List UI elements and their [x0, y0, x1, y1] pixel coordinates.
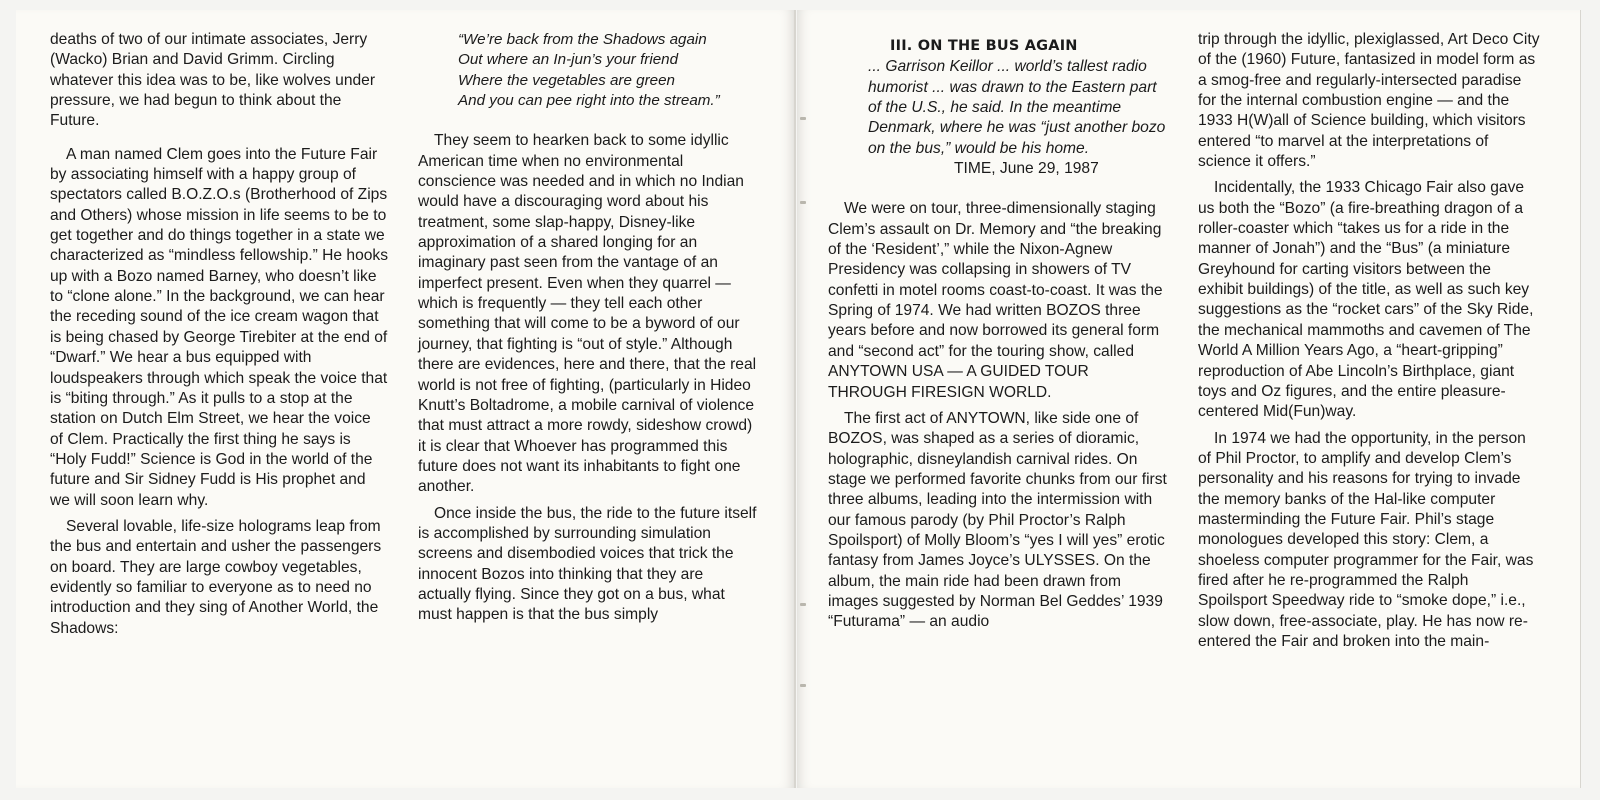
left-page-column-1 [50, 30, 388, 639]
binding-staple-mark [800, 684, 806, 687]
epigraph-quote: ... Garrison Keillor ... world’s tallest radio humorist ... was drawn to the Eastern part of the U.S., he said. In the meantime Denmark, where he was “just another bozo on the bus,” would be his home. [868, 58, 1166, 157]
paragraph: Incidentally, the 1933 Chicago Fair also gave us both the “Bozo” (a fire-breathing dragon of a roller-coaster which “takes us for a ride in the manner of Jonah”) and the “Bus” (a miniature Greyhound for carting visitors between the exhibit buildings) of the title, as well as such key suggestions as the “rocket cars” of the Sky Ride, the mechanical mammoths and cavemen of The World A Million Years Ago, a “heart-gripping” reproduction of Abe Lincoln’s Birthplace, giant toys and Oz figures, and the entire pleasure-centered Mid(Fun)way. [1198, 179, 1534, 421]
binding-staple-mark [800, 603, 806, 606]
paragraph: A man named Clem goes into the Future Fair by associating himself with a happy group of spectators called B.O.Z.O.s (Brotherhood of Zips and Others) whose mission in life seems to be to get together and do things together in a state we characterized as “mindless fellowship.” He hooks up with a Bozo named Barney, who doesn’t like to “clone alone.” In the background, we can hear the receding sound of the ice cream wagon that is being chased by George Tirebiter at the end of “Dwarf.” We hear a bus equipped with loudspeakers through which speak the voice that is “biting through.” As it pulls to a stop at the station on Dutch Elm Street, we hear the voice of Clem. Practically the first thing he says is “Holy Fudd!” Science is God in the world of the future and Sir Sidney Fudd is His prophet and we will soon learn why. [50, 145, 389, 509]
paragraph: deaths of two of our intimate associates, Jerry (Wacko) Brian and David Grimm. Circling whatever this idea was to be, like wolves under pressure, we had begun to think about the Future. [50, 31, 376, 130]
binding-staple-mark [800, 201, 806, 204]
paragraph: Several lovable, life-size holograms leap from the bus and entertain and usher the passengers on board. They are large cowboy vegetables, evidently so familiar to everyone as to need no introduction and they sing of Another World, the Shadows: [50, 517, 382, 637]
right-page-column-2 [1198, 30, 1540, 652]
paragraph: We were on tour, three-dimensionally staging Clem’s assault on Dr. Memory and “the breaking of the ‘Resident’,” while the Nixon-Agnew Presidency was collapsing in showers of TV confetti in motel rooms coast-to-coast. It was the Spring of 1974. We had written BOZOS three years before and now borrowed its general form and “second act” for the touring show, called ANYTOWN USA — A GUIDED TOUR THROUGH FIRESIGN WORLD. [828, 200, 1163, 401]
paragraph: They seem to hearken back to some idyllic American time when no environmental conscience was needed and in which no Indian would have a discouraging word about his treatment, some slap-happy, Disney-like approximation of a shared longing for an imaginary past seen from the vantage of an imperfect present. Even when they quarrel — which is frequently — they tell each other something that will come to be a byword of our journey, that fighting is “out of style.” Although there are evidences, here and there, that the real world is not free of fighting, (particularly in Hideo Knutt’s Boltadrome, a mobile carnival of violence that must attract a more rowdy, sideshow crowd) it is clear that Whoever has programmed this future does not want its inhabitants to fight one another. [418, 132, 757, 496]
paragraph: The first act of ANYTOWN, like side one of BOZOS, was shaped as a series of dioramic, holographic, disneylandish carnival rides. On stage we performed favorite chunks from our first three albums, leading into the intermission with our famous parody (by Phil Proctor’s Ralph Spoilsport) of Molly Bloom’s “yes I will yes” erotic fantasy from James Joyce’s ULYSSES. On the album, the main ride had been drawn from images suggested by Norman Bel Geddes’ 1939 “Futurama” — an audio [828, 409, 1167, 631]
paragraph: Once inside the bus, the ride to the future itself is accomplished by surrounding simulation screens and disembodied voices that trick the innocent Bozos into thinking that they are actually flying. Since they got on a bus, what must happen is that the bus simply [418, 504, 757, 624]
song-lyrics-quote: “We’re back from the Shadows again Out where an In-jun’s your friend Where the vegetables are green And you can pee right into the stream.” [458, 31, 720, 110]
epigraph-source: TIME, June 29, 1987 [954, 160, 1099, 178]
binding-staple-mark [800, 117, 806, 120]
section-heading: III. ON THE BUS AGAIN [890, 38, 1078, 54]
left-page-column-2 [418, 30, 758, 626]
right-page-column-1 [828, 30, 1168, 633]
paragraph: In 1974 we had the opportunity, in the person of Phil Proctor, to amplify and develop Clem’s personality and his reasons for trying to invade the memory banks of the Hal-like computer masterminding the Future Fair. Phil’s stage monologues developed this story: Clem, a shoeless computer programmer for the Fair, was fired after he re-programmed the Ralph Spoilsport Speedway ride to “smoke dope,” i.e., slow down, free-associate, play. He has now re-entered the Fair and broken into the main- [1198, 429, 1534, 650]
paragraph: trip through the idyllic, plexiglassed, Art Deco City of the (1960) Future, fantasized in model form as a smog-free and regularly-intersected paradise for the internal combustion engine — and the 1933 H(W)all of Science building, which visitors entered “to marvel at the interpretations of science it offers.” [1198, 31, 1540, 171]
